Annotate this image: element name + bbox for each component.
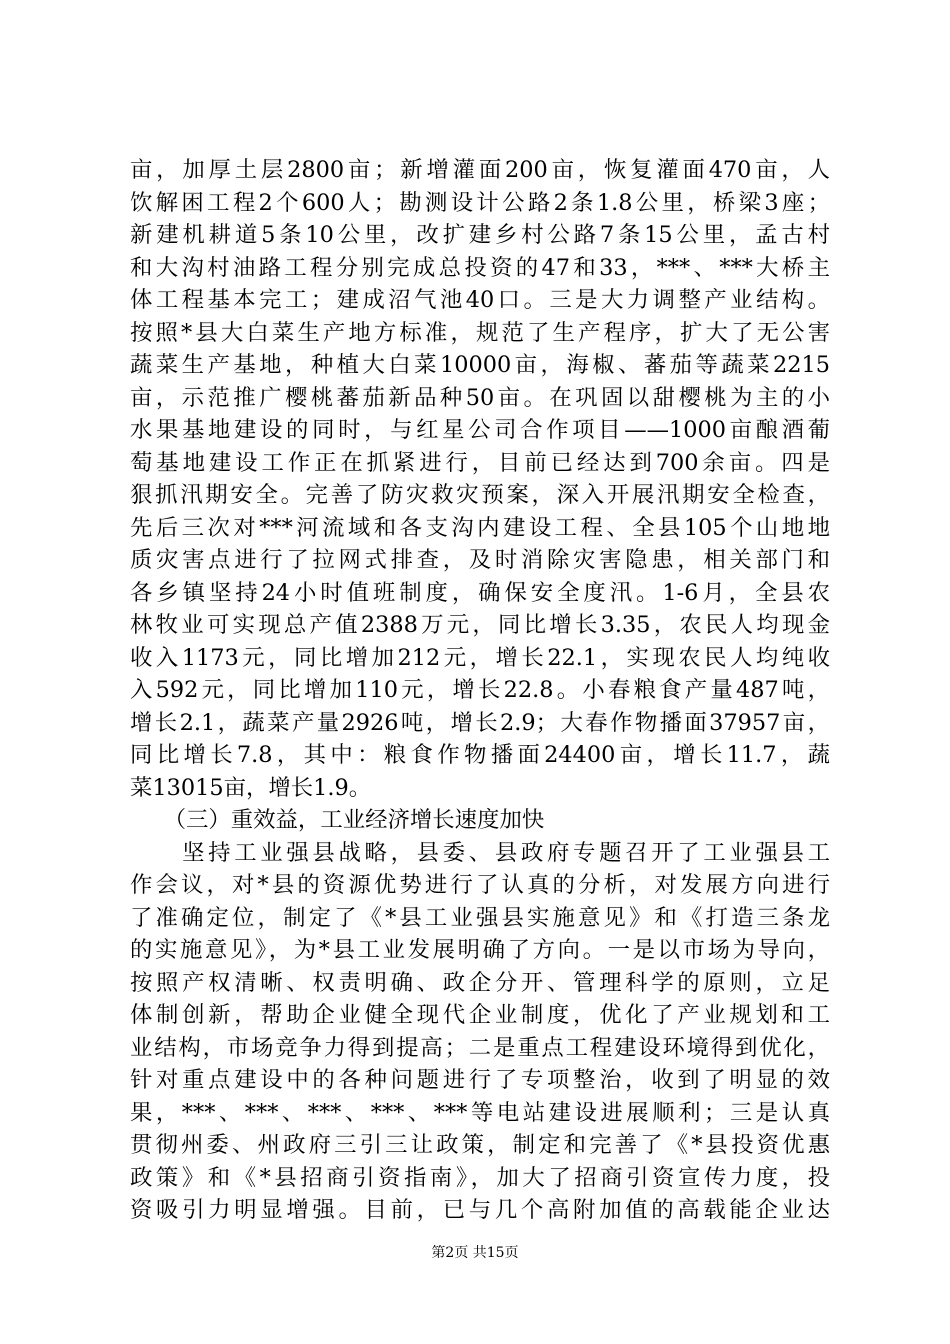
page-footer: 第2页 共15页 [431, 1245, 519, 1261]
text-line: 各乡镇坚持24小时值班制度，确保安全度汛。1-6月，全县农 [130, 579, 830, 606]
text-line: 贯彻州委、州政府三引三让政策，制定和完善了《*县投资优惠 [130, 1132, 830, 1158]
text-line: 菜13015亩，增长1.9。 [130, 774, 372, 801]
text-line: 饮解困工程2个600人；勘测设计公路2条1.8公里，桥梁3座； [130, 189, 830, 216]
text-line: 作会议，对*县的资源优势进行了认真的分析，对发展方向进行 [130, 872, 830, 898]
text-line: 林牧业可实现总产值2388万元，同比增长3.35，农民人均现金 [130, 612, 830, 638]
text-line: 亩，示范推广樱桃蕃茄新品种50亩。在巩固以甜樱桃为主的小 [130, 384, 830, 411]
text-line: 体工程基本完工；建成沼气池40口。三是大力调整产业结构。 [130, 287, 830, 313]
text-line: 体制创新，帮助企业健全现代企业制度，优化了产业规划和工 [130, 1002, 830, 1028]
text-line: 新建机耕道5条10公里，改扩建乡村公路7条15公里，孟古村 [130, 222, 830, 248]
text-line: 萄基地建设工作正在抓紧进行，目前已经达到700余亩。四是 [130, 449, 830, 476]
text-line: 增长2.1，蔬菜产量2926吨，增长2.9；大春作物播面37957亩， [130, 709, 830, 736]
text-line: 先后三次对***河流域和各支沟内建设工程、全县105个山地地 [130, 514, 830, 541]
text-line: 的实施意见》，为*县工业发展明确了方向。一是以市场为导向， [130, 937, 830, 963]
text-line: 质灾害点进行了拉网式排查，及时消除灾害隐患，相关部门和 [130, 547, 830, 573]
text-line: 针对重点建设中的各种问题进行了专项整治，收到了明显的效 [130, 1067, 830, 1093]
text-line: 按照*县大白菜生产地方标准，规范了生产程序，扩大了无公害 [130, 319, 830, 346]
text-line: 收入1173元，同比增加212元，增长22.1，实现农民人均纯收 [130, 644, 830, 671]
text-line: 水果基地建设的同时，与红星公司合作项目——1000亩酿酒葡 [130, 417, 830, 443]
document-body [130, 154, 830, 1227]
text-line: 资吸引力明显增强。目前，已与几个高附加值的高载能企业达 [130, 1197, 830, 1223]
text-line: 业结构，市场竞争力得到提高；二是重点工程建设环境得到优化， [130, 1034, 830, 1061]
text-line: 果，***、***、***、***、***等电站建设进展顺利；三是认真 [130, 1099, 830, 1126]
text-line: 亩，加厚土层2800亩；新增灌面200亩，恢复灌面470亩，人 [130, 157, 830, 183]
text-line: （三）重效益，工业经济增长速度加快 [130, 807, 545, 833]
text-line: 狠抓汛期安全。完善了防灾救灾预案，深入开展汛期安全检查， [130, 482, 830, 508]
text-line: 同比增长7.8，其中：粮食作物播面24400亩，增长11.7，蔬 [130, 742, 830, 768]
text-line: 和大沟村油路工程分别完成总投资的47和33，***、***大桥主 [130, 254, 830, 281]
text-line: 了准确定位，制定了《*县工业强县实施意见》和《打造三条龙 [130, 904, 830, 931]
text-line: 入592元，同比增加110元，增长22.8。小春粮食产量487吨， [130, 677, 830, 703]
text-line: 政策》和《*县招商引资指南》，加大了招商引资宣传力度，投 [130, 1164, 830, 1191]
text-line: 坚持工业强县战略，县委、县政府专题召开了工业强县工 [130, 839, 830, 866]
text-line: 蔬菜生产基地，种植大白菜10000亩，海椒、蕃茄等蔬菜2215 [130, 352, 830, 378]
text-line: 按照产权清晰、权责明确、政企分开、管理科学的原则，立足 [130, 969, 830, 996]
